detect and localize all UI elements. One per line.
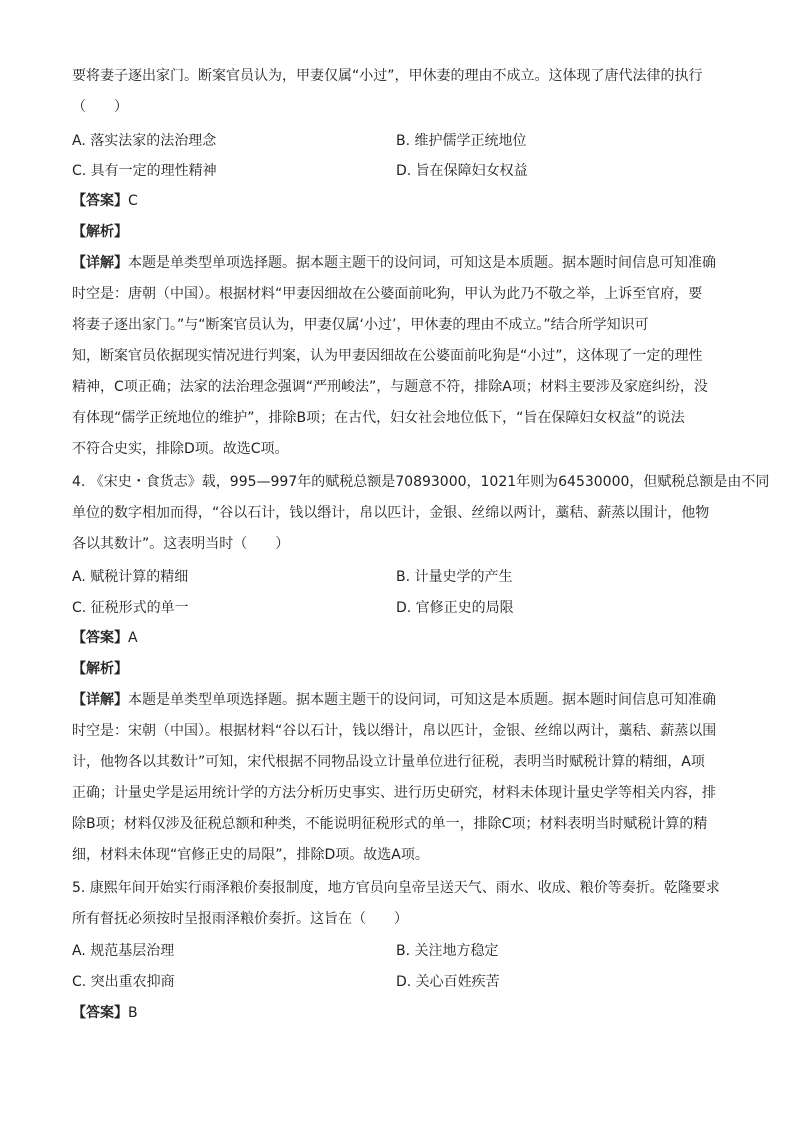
q4-option-c: C. 征税形式的单一 (72, 600, 189, 616)
q3-stem-line: 要将妻子逐出家门。断案官员认为，甲妻仅属“小过”，甲休妻的理由不成立。这体现了唐代法律的执行 (72, 68, 703, 84)
q4-option-d: D. 官修正史的局限 (396, 600, 514, 616)
q3-detail-line: 有体现“儒学正统地位的维护”，排除B项；在古代，妇女社会地位低下，“旨在保障妇女权益”的说法 (72, 410, 685, 426)
q3-option-c: C. 具有一定的理性精神 (72, 163, 217, 179)
q3-analysis-label: 【解析】 (72, 224, 128, 240)
detail-text: 本题是单类型单项选择题。据本题主题干的设问词，可知这是本质题。据本题时间信息可知准确 (128, 692, 716, 708)
answer-label: 【答案】 (72, 193, 128, 209)
q5-stem-line: 所有督抚必须按时呈报雨泽粮价奏折。这旨在（ ） (72, 911, 408, 927)
q4-option-b: B. 计量史学的产生 (396, 569, 513, 585)
q5-option-d: D. 关心百姓疾苦 (396, 974, 500, 990)
q5-option-b: B. 关注地方稳定 (396, 943, 499, 959)
q5-answer (72, 1003, 138, 1023)
q4-detail-line: 计，他物各以其数计”可知，宋代根据不同物品设立计量单位进行征税，表明当时赋税计算的精细，A项 (72, 754, 705, 770)
q4-option-a: A. 赋税计算的精细 (72, 569, 189, 585)
q5-option-c: C. 突出重农抑商 (72, 974, 175, 990)
answer-value: A (128, 630, 138, 646)
answer-value: C (128, 193, 138, 209)
q4-detail-line: 除B项；材料仅涉及征税总额和种类，不能说明征税形式的单一，排除C项；材料表明当时赋税计算的精 (72, 816, 708, 832)
q4-detail-line: 时空是：宋朝（中国）。根据材料“谷以石计，钱以缗计，帛以匹计，金银、丝绵以两计，藁秸、薪蒸以围 (72, 723, 717, 739)
q5-option-a: A. 规范基层治理 (72, 943, 175, 959)
q3-detail-line: 将妻子逐出家门。”与“断案官员认为，甲妻仅属‘小过’，甲休妻的理由不成立。”结合所学知识可 (72, 317, 649, 333)
q5-stem-line: 5. 康熙年间开始实行雨泽粮价奏报制度，地方官员向皇帝呈送天气、雨水、收成、粮价等奏折。乾隆要求 (72, 880, 720, 896)
q4-stem-line: 4. 《宋史・食货志》载，995—997年的赋税总额是70893000，1021年则为64530000，但赋税总额是由不同 (72, 474, 770, 490)
detail-label: 【详解】 (72, 255, 128, 271)
q4-detail-line (72, 690, 716, 710)
q3-stem-paren: （ ） (72, 99, 128, 115)
q4-stem-line: 单位的数字相加而得，“谷以石计，钱以缗计，帛以匹计，金银、丝绵以两计，藁秸、薪蒸以围计，他物 (72, 505, 710, 521)
q3-option-b: B. 维护儒学正统地位 (396, 133, 527, 149)
q4-stem-line: 各以其数计”。这表明当时（ ） (72, 536, 290, 552)
answer-value: B (128, 1005, 138, 1021)
answer-label: 【答案】 (72, 1005, 128, 1021)
q3-detail-line: 不符合史实，排除D项。故选C项。 (72, 441, 289, 457)
q3-detail-line (72, 253, 716, 273)
q4-analysis-label: 【解析】 (72, 661, 128, 677)
q3-detail-line: 知，断案官员依据现实情况进行判案，认为甲妻因细故在公婆面前叱狗是“小过”，这体现了一定的理性 (72, 348, 703, 364)
q3-detail-line: 精神，C项正确；法家的法治理念强调“严刑峻法”，与题意不符，排除A项；材料主要涉及家庭纠纷，没 (72, 379, 708, 395)
q4-detail-line: 正确；计量史学是运用统计学的方法分析历史事实、进行历史研究，材料未体现计量史学等相关内容，排 (72, 785, 716, 801)
detail-label: 【详解】 (72, 692, 128, 708)
q4-detail-line: 细，材料未体现“官修正史的局限”，排除D项。故选A项。 (72, 847, 429, 863)
answer-label: 【答案】 (72, 630, 128, 646)
q3-detail-line: 时空是：唐朝（中国）。根据材料“甲妻因细故在公婆面前叱狗，甲认为此乃不敬之举，上诉至官府，要 (72, 286, 703, 302)
q4-answer (72, 628, 138, 648)
q3-option-a: A. 落实法家的法治理念 (72, 133, 217, 149)
q3-answer (72, 191, 138, 211)
detail-text: 本题是单类型单项选择题。据本题主题干的设问词，可知这是本质题。据本题时间信息可知准确 (128, 255, 716, 271)
q3-option-d: D. 旨在保障妇女权益 (396, 163, 528, 179)
